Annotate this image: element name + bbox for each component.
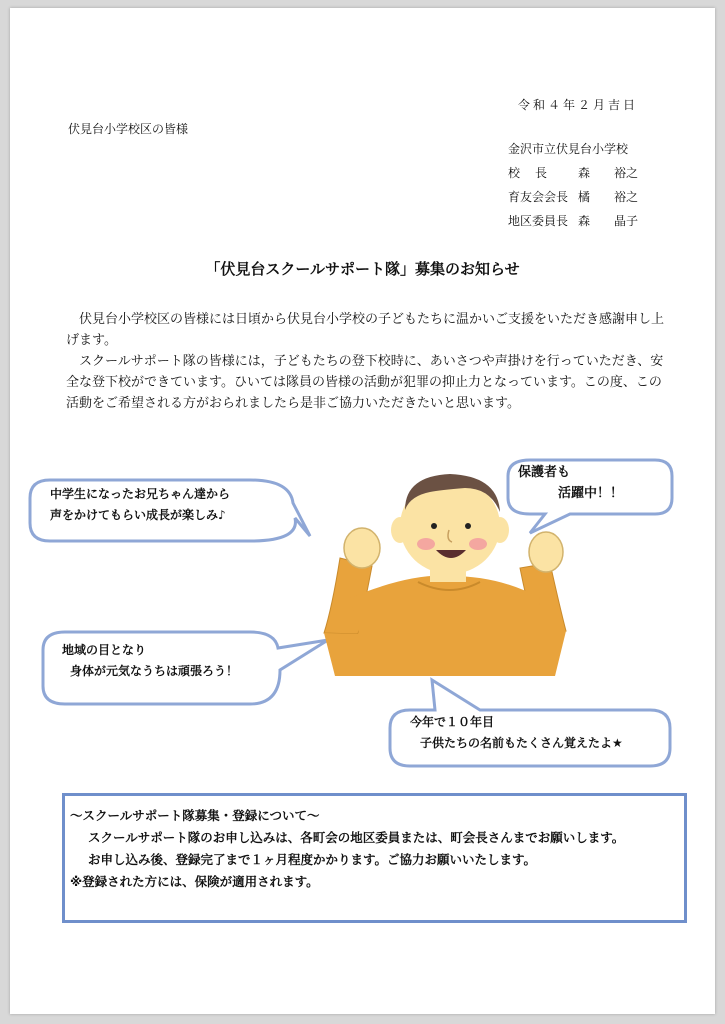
signatory-role: 地区委員長 bbox=[508, 214, 569, 228]
body-paragraph: 伏見台小学校区の皆様には日頃から伏見台小学校の子どもたちに温かいご支援をいただき感謝申し上げます。 bbox=[66, 312, 665, 348]
body-paragraph: スクールサポート隊の皆様には，子どもたちの登下校時に、あいさつや声掛けを行っていただき、安全な登下校ができています。ひいては隊員の皆様の活動が犯罪の抑止力となっています。この度、この活動をご希望される方がおられましたら是非ご協力いただきたいと思います。 bbox=[66, 354, 664, 411]
addressee: 伏見台小学校区の皆様 bbox=[68, 122, 189, 136]
notice-line: スクールサポート隊のお申し込みは、各町会の地区委員または、町会長さんまでお願いします。 bbox=[88, 830, 625, 845]
document-page bbox=[10, 8, 715, 1014]
issue-date: 令和４年２月吉日 bbox=[518, 98, 639, 112]
registration-notice-text bbox=[70, 805, 670, 893]
signatory-district-chair bbox=[508, 212, 638, 229]
bubble-line: 中学生になったお兄ちゃん達から bbox=[50, 487, 231, 501]
bubble-line: 活躍中！！ bbox=[558, 486, 624, 501]
notice-line: ※登録された方には、保険が適用されます。 bbox=[70, 874, 319, 889]
notice-line: お申し込み後、登録完了まで１ヶ月程度かかります。ご協力お願いいたします。 bbox=[88, 852, 537, 867]
bubble-text-top-left bbox=[50, 484, 230, 526]
signatory-pta-president bbox=[508, 188, 638, 205]
bubble-line: 今年で１０年目 bbox=[410, 715, 495, 729]
bubble-text-middle-left bbox=[62, 640, 238, 682]
body-text bbox=[66, 309, 666, 414]
signatory-name: 森 裕之 bbox=[578, 166, 639, 180]
school-name: 金沢市立伏見台小学校 bbox=[508, 142, 629, 156]
bubble-line: 地域の目となり bbox=[62, 643, 147, 657]
bubble-text-bottom-right bbox=[410, 712, 623, 754]
document-title: 「伏見台スクールサポート隊」募集のお知らせ bbox=[205, 260, 520, 278]
signatory-name: 橘 裕之 bbox=[578, 190, 639, 204]
signatory-role: 育友会会長 bbox=[508, 190, 569, 204]
bubble-line: 声をかけてもらい成長が楽しみ♪ bbox=[50, 508, 226, 522]
bubble-line: 保護者も bbox=[518, 465, 571, 480]
signatory-name: 森 晶子 bbox=[578, 214, 639, 228]
bubble-line: 子供たちの名前もたくさん覚えたよ★ bbox=[420, 736, 623, 750]
signatory-role: 校長 bbox=[508, 166, 563, 180]
signatory-principal bbox=[508, 164, 638, 181]
bubble-line: 身体が元気なうちは頑張ろう！ bbox=[70, 664, 239, 678]
bubble-text-top-right bbox=[518, 462, 623, 504]
notice-heading: ～スクールサポート隊募集・登録について～ bbox=[70, 808, 320, 823]
